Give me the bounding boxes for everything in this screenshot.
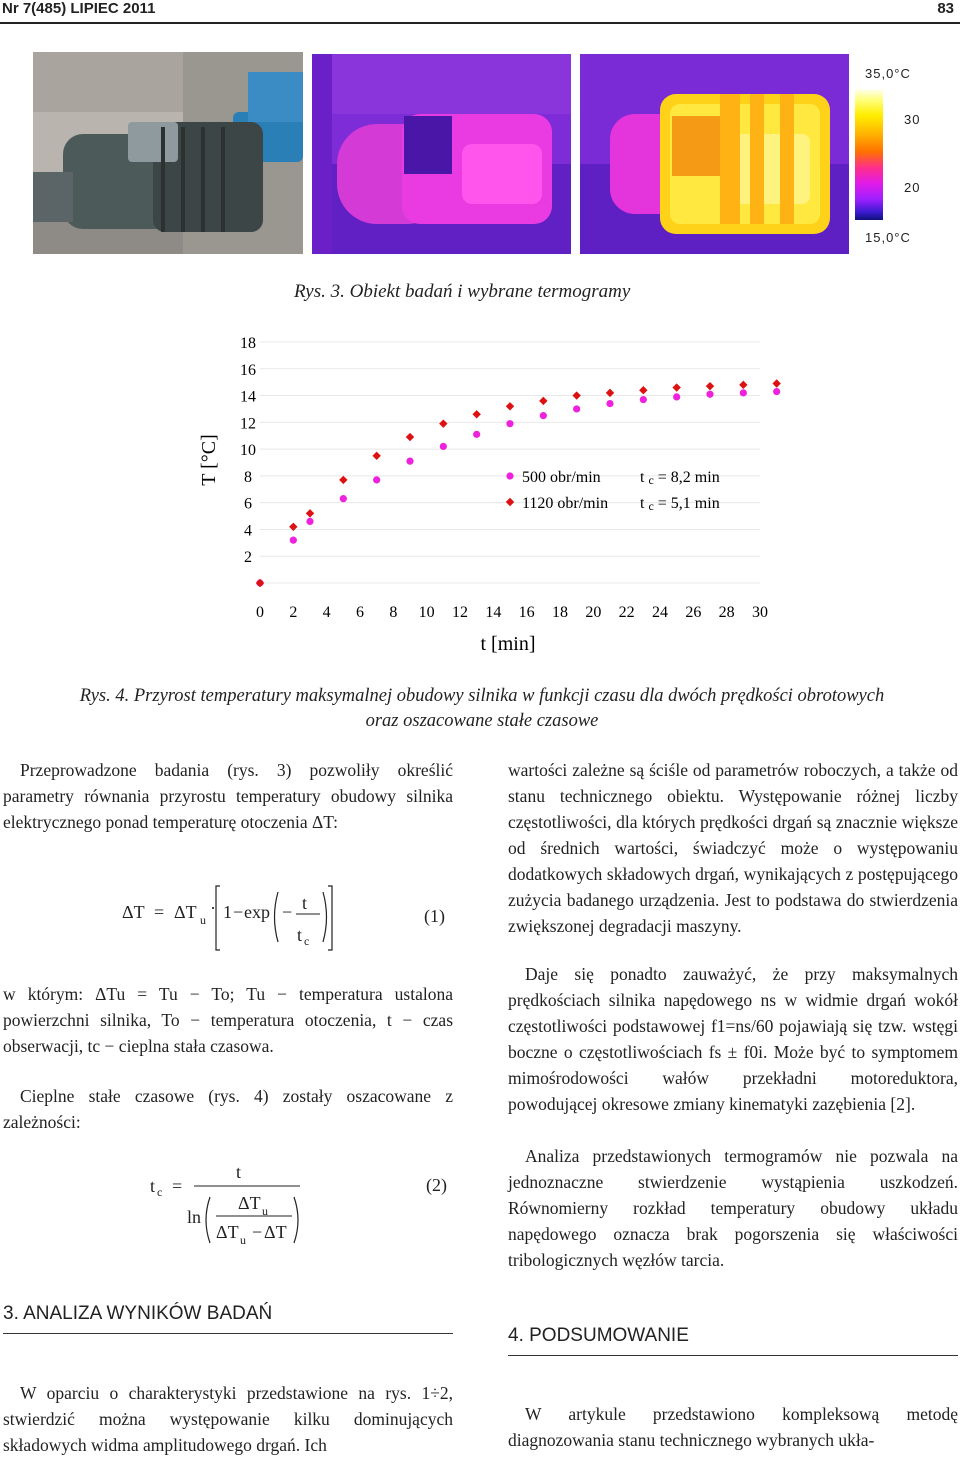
chart-point-1120rpm bbox=[539, 397, 547, 405]
legend-time-constant: t c = 5,1 min bbox=[640, 495, 720, 513]
right-paragraph-3: Analiza przedstawionych termogramów nie pozwala na jednoznaczne stwierdzenie wystąpienia uszkodzeń. Równomierny rozkład temperatury obudowy układu napędowego oznacza brak pogorszenia się właściwości tribologicznych węzłów tarcia. bbox=[508, 1146, 958, 1270]
chart-point-1120rpm bbox=[639, 386, 647, 394]
chart-x-axis-label: t [min] bbox=[480, 633, 536, 655]
chart-point-500rpm bbox=[406, 458, 413, 465]
figure4-caption bbox=[27, 684, 937, 734]
chart-point-500rpm bbox=[540, 412, 547, 419]
chart-point-500rpm bbox=[440, 443, 447, 450]
figure4-caption-line1: Rys. 4. Przyrost temperatury maksymalnej obudowy silnika w funkcji czasu dla dwóch prędkości obrotowych bbox=[79, 686, 885, 706]
svg-text:−: − bbox=[252, 1222, 263, 1242]
thermogram-500rpm bbox=[312, 54, 571, 254]
legend-marker-1120rpm bbox=[506, 498, 514, 506]
svg-text:·: · bbox=[210, 898, 216, 918]
chart-y-tick-label: 6 bbox=[244, 495, 252, 513]
figure3-caption-prefix: Rys. 3. bbox=[294, 281, 345, 302]
equation-2-number: (2) bbox=[426, 1175, 447, 1195]
chart-point-1120rpm bbox=[506, 402, 514, 410]
chart-point-1120rpm bbox=[739, 381, 747, 389]
colorbar-label-30: 30 bbox=[904, 112, 921, 127]
left-paragraph-4: W oparciu o charakterystyki przedstawione na rys. 1÷2, stwierdzić można występowanie kilku dominujących składowych widma amplitudowego drgań. Ich bbox=[3, 1383, 453, 1455]
left-paragraph-1: Przeprowadzone badania (rys. 3) pozwoliły określić parametry równania przyrostu temperatury obudowy silnika elektrycznego ponad temperaturę otoczenia ΔT: bbox=[3, 760, 453, 832]
chart-x-tick-label: 30 bbox=[752, 604, 768, 621]
chart-x-tick-label: 0 bbox=[256, 604, 264, 621]
chart-x-tick-label: 20 bbox=[585, 604, 602, 621]
equation-1-number: (1) bbox=[424, 906, 445, 926]
legend-series-name: 500 obr/min bbox=[522, 469, 601, 486]
chart-y-tick-label: 10 bbox=[240, 442, 256, 460]
chart-point-500rpm bbox=[606, 400, 613, 407]
chart-y-tick-label: 8 bbox=[244, 468, 252, 486]
equation-1 bbox=[120, 862, 460, 952]
chart-y-tick-label: 4 bbox=[244, 522, 252, 540]
svg-text:ΔT: ΔT bbox=[122, 902, 145, 922]
svg-text:ΔT: ΔT bbox=[264, 1222, 287, 1242]
figure4-caption-line2: oraz oszacowane stałe czasowe bbox=[365, 711, 599, 731]
right-paragraph-1: wartości zależne są ściśle od parametrów roboczych, a także od stanu technicznego obiektu. Występowanie różnej liczby częstotliwości, dla których prędkości drgań są znacznie większe od średnich wartości, świadczyć może o występowaniu dodatkowych składowych drgań, wynikających z postępującego zużycia badanego urządzenia. Jest to podstawa do stwierdzenia zwiększonej degradacji maszyny. bbox=[508, 760, 958, 936]
chart-y-tick-label: 2 bbox=[244, 549, 252, 567]
chart-x-tick-label: 12 bbox=[452, 604, 468, 621]
chart-point-1120rpm bbox=[339, 476, 347, 484]
svg-text:c: c bbox=[157, 1185, 163, 1199]
chart-point-1120rpm bbox=[439, 419, 447, 427]
chart-x-tick-label: 2 bbox=[289, 604, 298, 621]
svg-text:−: − bbox=[282, 902, 293, 922]
figure3-caption-text: Obiekt badań i wybrane termogramy bbox=[349, 281, 631, 302]
svg-text:c: c bbox=[304, 934, 310, 948]
chart-point-1120rpm bbox=[772, 379, 780, 387]
svg-text:1: 1 bbox=[223, 902, 232, 922]
svg-text:u: u bbox=[262, 1204, 268, 1218]
chart-point-1120rpm bbox=[406, 433, 414, 441]
svg-text:t: t bbox=[302, 893, 308, 913]
chart-point-500rpm bbox=[473, 431, 480, 438]
chart-x-tick-label: 14 bbox=[485, 604, 502, 621]
chart-x-tick-label: 8 bbox=[389, 604, 398, 621]
chart-point-500rpm bbox=[340, 495, 347, 502]
chart-point-500rpm bbox=[573, 405, 580, 412]
legend-time-constant: t c = 8,2 min bbox=[640, 469, 720, 487]
chart-point-1120rpm bbox=[472, 410, 480, 418]
section-4-title: 4. PODSUMOWANIE bbox=[508, 1325, 689, 1346]
svg-text:ΔT: ΔT bbox=[174, 902, 197, 922]
chart-point-500rpm bbox=[306, 518, 313, 525]
svg-text:u: u bbox=[200, 913, 206, 927]
figure3-caption bbox=[294, 281, 630, 303]
chart-point-500rpm bbox=[373, 476, 380, 483]
right-paragraph-4: W artykule przedstawiono kompleksową metodę diagnozowania stanu technicznego wybranych ukła- bbox=[508, 1404, 958, 1450]
chart-y-tick-label: 14 bbox=[240, 388, 256, 406]
chart-point-1120rpm bbox=[306, 509, 314, 517]
chart-point-500rpm bbox=[673, 393, 680, 400]
chart-x-tick-label: 24 bbox=[652, 604, 668, 621]
issue-header: Nr 7(485) LIPIEC 2011 bbox=[2, 0, 156, 17]
legend-series-name: 1120 obr/min bbox=[522, 495, 609, 512]
chart-x-tick-label: 28 bbox=[718, 604, 735, 621]
temperature-rise-chart bbox=[180, 330, 800, 660]
chart-point-1120rpm bbox=[572, 391, 580, 399]
chart-point-500rpm bbox=[740, 389, 747, 396]
chart-x-tick-label: 16 bbox=[518, 604, 535, 621]
colorbar-label-min: 15,0°C bbox=[865, 230, 911, 245]
chart-y-tick-label: 12 bbox=[240, 415, 256, 433]
section-3-rule bbox=[3, 1333, 453, 1334]
svg-text:ln: ln bbox=[187, 1207, 202, 1227]
colorbar-label-20: 20 bbox=[904, 180, 921, 195]
right-paragraph-2: Daje się ponadto zauważyć, że przy maksymalnych prędkościach silnika napędowego ns w widmie drgań wokół częstotliwości podstawowej f1=ns/60 pojawiają się tzw. wstęgi boczne o częstotliwościach fs ± f0i. Może być to symptomem mimośrodowości wałów przekładni motoreduktora, powodującej okresowe zmiany kinematyki zazębienia [2]. bbox=[508, 964, 958, 1114]
svg-text:t: t bbox=[297, 925, 303, 945]
legend-marker-500rpm bbox=[506, 472, 513, 479]
chart-y-tick-label: 16 bbox=[240, 361, 256, 379]
left-paragraph-3: Cieplne stałe czasowe (rys. 4) zostały oszacowane z zależności: bbox=[3, 1086, 453, 1132]
chart-point-500rpm bbox=[706, 391, 713, 398]
svg-text:ΔT: ΔT bbox=[238, 1193, 261, 1213]
motor-photo bbox=[33, 52, 303, 254]
left-paragraph-2: w którym: ΔTu = Tu − To; Tu − temperatura ustalona powierzchni silnika, To − temperatura otoczenia, t − czas obserwacji, tc − cieplna stała czasowa. bbox=[3, 984, 453, 1056]
thermogram-1120rpm bbox=[580, 54, 849, 254]
chart-y-tick-label: 18 bbox=[240, 335, 256, 352]
svg-text:t: t bbox=[150, 1176, 156, 1196]
chart-x-tick-label: 10 bbox=[418, 604, 435, 621]
svg-text:=: = bbox=[172, 1176, 183, 1196]
svg-text:=: = bbox=[154, 902, 165, 922]
chart-point-1120rpm bbox=[372, 452, 380, 460]
chart-x-tick-label: 18 bbox=[552, 604, 568, 621]
chart-x-tick-label: 22 bbox=[618, 604, 635, 621]
chart-point-1120rpm bbox=[672, 383, 680, 391]
chart-point-500rpm bbox=[640, 396, 647, 403]
chart-y-axis-label: T [°C] bbox=[198, 434, 220, 486]
section-4-rule bbox=[508, 1355, 958, 1356]
colorbar-label-max: 35,0°C bbox=[865, 66, 911, 81]
chart-point-1120rpm bbox=[706, 382, 714, 390]
chart-point-500rpm bbox=[290, 537, 297, 544]
chart-x-tick-label: 26 bbox=[685, 604, 702, 621]
svg-text:−: − bbox=[233, 902, 244, 922]
svg-text:t: t bbox=[236, 1162, 242, 1182]
chart-point-500rpm bbox=[773, 388, 780, 395]
chart-x-tick-label: 4 bbox=[322, 604, 331, 621]
svg-text:u: u bbox=[240, 1233, 246, 1247]
svg-text:exp: exp bbox=[244, 902, 270, 922]
chart-point-500rpm bbox=[506, 420, 513, 427]
chart-x-tick-label: 6 bbox=[356, 604, 364, 621]
svg-text:ΔT: ΔT bbox=[216, 1222, 239, 1242]
header-rule bbox=[0, 22, 960, 24]
page-number: 83 bbox=[937, 0, 954, 17]
section-3-title: 3. ANALIZA WYNIKÓW BADAŃ bbox=[3, 1303, 273, 1324]
thermal-colorbar bbox=[855, 89, 883, 220]
chart-point-1120rpm bbox=[256, 579, 264, 587]
equation-2 bbox=[140, 1155, 460, 1250]
